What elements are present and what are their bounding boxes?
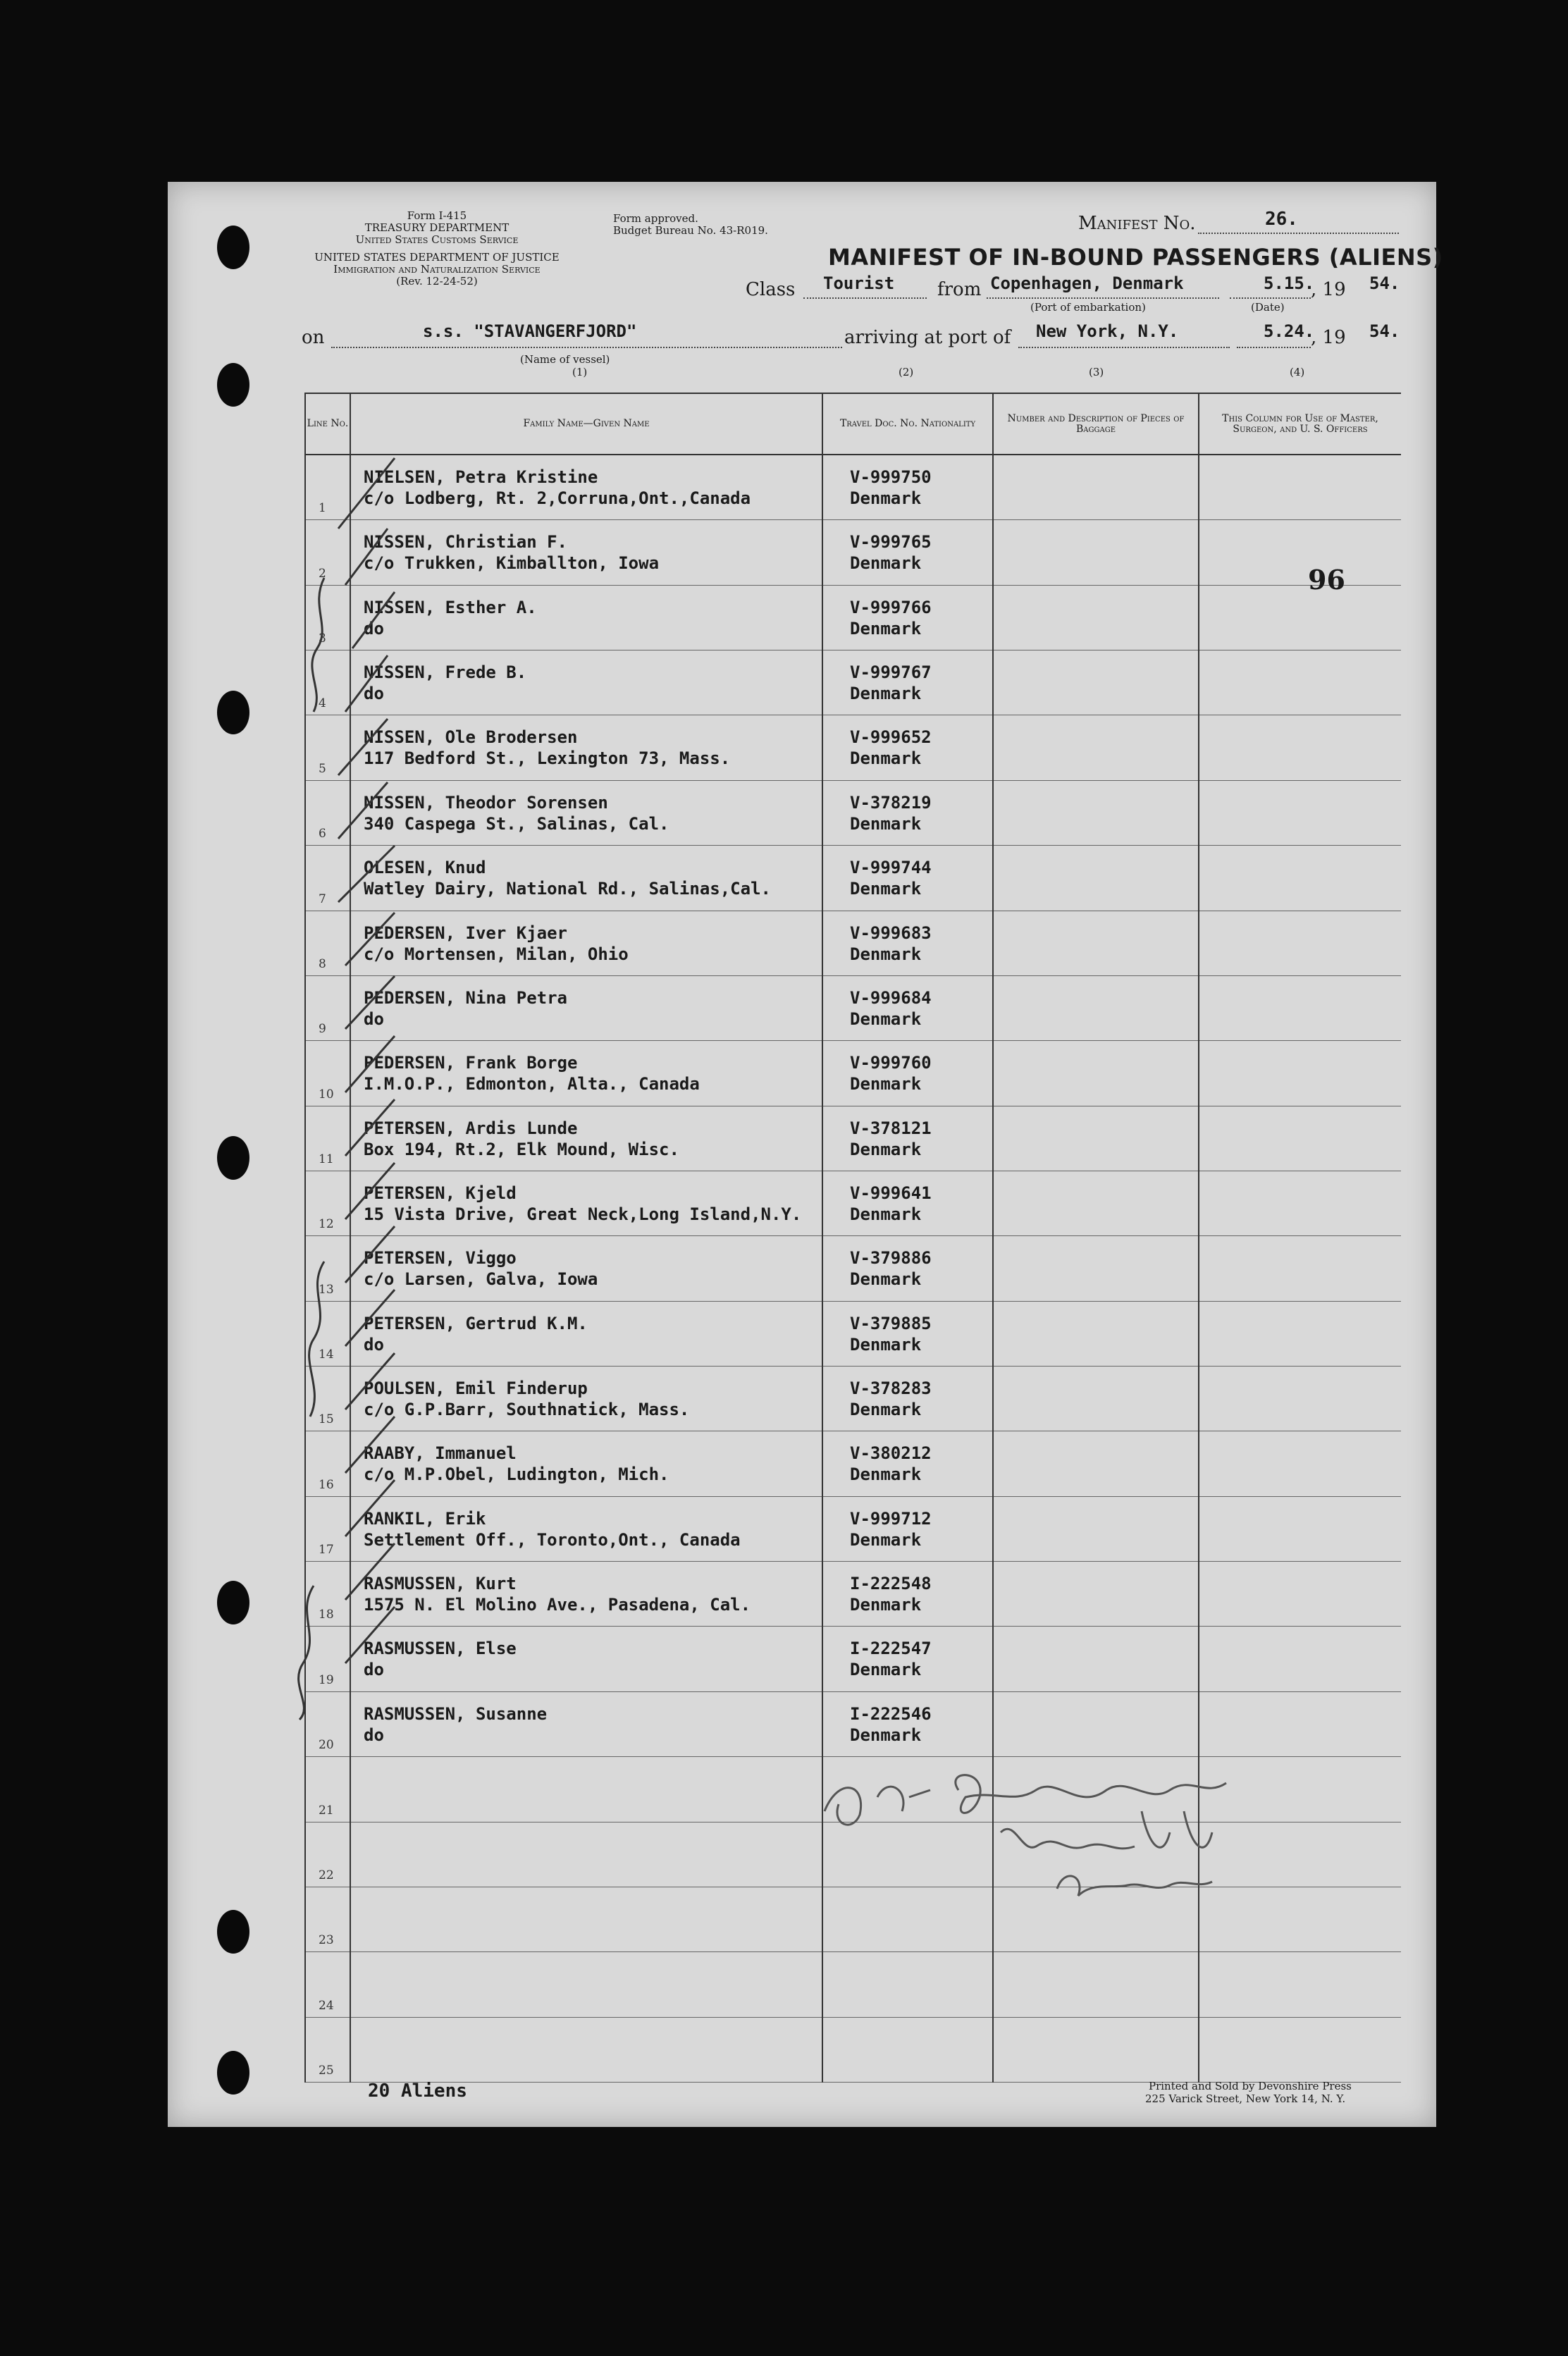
passenger-name: RAABY, Immanuel bbox=[364, 1443, 517, 1464]
line-number: 2 bbox=[319, 566, 326, 581]
arriving-label: arriving at port of bbox=[844, 327, 1011, 348]
col-header-doc: Travel Doc. No. Nationality bbox=[822, 393, 993, 455]
passenger-address: c/o Trukken, Kimballton, Iowa bbox=[364, 553, 660, 574]
passenger-address: c/o M.P.Obel, Ludington, Mich. bbox=[364, 1464, 669, 1485]
passenger-address: do bbox=[364, 1334, 384, 1355]
travel-doc-no: I-222546 bbox=[850, 1703, 932, 1724]
date-caption: (Date) bbox=[1251, 301, 1285, 314]
nationality: Denmark bbox=[850, 684, 922, 704]
page-title: MANIFEST OF IN-BOUND PASSENGERS (ALIENS) bbox=[828, 244, 1443, 271]
officer-cell bbox=[1199, 1952, 1401, 2017]
line-number: 6 bbox=[319, 827, 326, 841]
travel-doc-no: V-999765 bbox=[850, 532, 932, 553]
line-number: 25 bbox=[319, 2064, 334, 2078]
passenger-address: Watley Dairy, National Rd., Salinas,Cal. bbox=[364, 879, 771, 899]
handwritten-marks bbox=[233, 395, 1290, 1948]
passenger-name: NISSEN, Frede B. bbox=[364, 662, 527, 683]
travel-doc-no: I-222548 bbox=[850, 1574, 932, 1594]
table-row bbox=[305, 1952, 1401, 2017]
passenger-name: NISSEN, Ole Brodersen bbox=[364, 727, 578, 748]
travel-doc-no: V-999744 bbox=[850, 858, 932, 878]
passenger-address: do bbox=[364, 684, 384, 704]
col3-caption: (3) bbox=[1089, 366, 1104, 378]
passenger-name: NIELSEN, Petra Kristine bbox=[364, 467, 598, 487]
manifest-no-label: Manifest No. bbox=[1078, 213, 1196, 234]
ins-service: Immigration and Naturalization Service bbox=[333, 263, 541, 276]
from-label: from bbox=[937, 279, 982, 300]
travel-doc-no: V-378219 bbox=[850, 792, 932, 813]
table-row bbox=[305, 2017, 1401, 2082]
passenger-name: NISSEN, Esther A. bbox=[364, 597, 537, 617]
officer-annotation: 96 bbox=[1308, 564, 1345, 596]
col-header-line: Line No. bbox=[305, 393, 350, 455]
travel-doc-no: V-999712 bbox=[850, 1508, 932, 1529]
arrival-year-prefix: , 19 bbox=[1311, 327, 1346, 348]
arrival-year: 54. bbox=[1369, 321, 1400, 341]
justice-dept: UNITED STATES DEPARTMENT OF JUSTICE bbox=[314, 251, 560, 264]
nationality: Denmark bbox=[850, 944, 922, 964]
line-number: 14 bbox=[319, 1347, 334, 1362]
line-number: 19 bbox=[319, 1672, 334, 1687]
line-number: 21 bbox=[319, 1803, 334, 1818]
binder-hole bbox=[217, 2051, 249, 2095]
line-number: 13 bbox=[319, 1282, 334, 1297]
name-cell bbox=[350, 1952, 822, 2017]
nationality: Denmark bbox=[850, 1334, 922, 1355]
nationality: Denmark bbox=[850, 1464, 922, 1485]
travel-doc-no: V-999766 bbox=[850, 597, 932, 617]
treasury-dept: TREASURY DEPARTMENT bbox=[364, 221, 510, 234]
class-value: Tourist bbox=[823, 273, 895, 293]
form-id: Form I-415 bbox=[407, 209, 467, 222]
nationality: Denmark bbox=[850, 1529, 922, 1550]
passenger-name: NISSEN, Theodor Sorensen bbox=[364, 792, 608, 813]
arrival-date: 5.24. bbox=[1264, 321, 1315, 341]
nationality: Denmark bbox=[850, 1595, 922, 1615]
travel-doc-no: V-999683 bbox=[850, 923, 932, 943]
passenger-address: 15 Vista Drive, Great Neck,Long Island,N.Y. bbox=[364, 1204, 802, 1224]
nationality: Denmark bbox=[850, 748, 922, 769]
on-label: on bbox=[302, 327, 325, 348]
travel-doc-no: V-379886 bbox=[850, 1248, 932, 1269]
passenger-address: 340 Caspega St., Salinas, Cal. bbox=[364, 813, 669, 834]
travel-doc-no: V-380212 bbox=[850, 1443, 932, 1464]
embarkation-caption: (Port of embarkation) bbox=[1030, 301, 1146, 314]
officer-cell bbox=[1199, 2017, 1401, 2082]
arrival-port: New York, N.Y. bbox=[1036, 321, 1179, 341]
budget-bureau: Budget Bureau No. 43-R019. bbox=[613, 224, 768, 237]
col1-caption: (1) bbox=[572, 366, 588, 378]
vessel-caption: (Name of vessel) bbox=[520, 353, 610, 366]
line-number-cell bbox=[305, 2017, 350, 2082]
passenger-address: do bbox=[364, 1660, 384, 1680]
travel-doc-no: V-999684 bbox=[850, 987, 932, 1008]
passenger-address: Settlement Off., Toronto,Ont., Canada bbox=[364, 1529, 741, 1550]
line-number: 1 bbox=[319, 501, 326, 516]
total-aliens: 20 Aliens bbox=[368, 2080, 467, 2102]
nationality: Denmark bbox=[850, 488, 922, 508]
line-number-cell bbox=[305, 1952, 350, 2017]
passenger-name: RASMUSSEN, Susanne bbox=[364, 1703, 548, 1724]
passenger-address: c/o Lodberg, Rt. 2,Corruna,Ont.,Canada bbox=[364, 488, 751, 508]
nationality: Denmark bbox=[850, 1269, 922, 1290]
class-label: Class bbox=[746, 279, 796, 300]
col2-caption: (2) bbox=[899, 366, 914, 378]
passenger-address: 1575 N. El Molino Ave., Pasadena, Cal. bbox=[364, 1595, 751, 1615]
line-number: 12 bbox=[319, 1217, 334, 1232]
passenger-address: 117 Bedford St., Lexington 73, Mass. bbox=[364, 748, 731, 769]
line-number: 17 bbox=[319, 1543, 334, 1558]
travel-doc-no: V-999750 bbox=[850, 467, 932, 487]
line-number: 7 bbox=[319, 892, 326, 906]
baggage-cell bbox=[993, 1952, 1199, 2017]
officer-signature bbox=[810, 1748, 1290, 1931]
travel-doc-no: V-999767 bbox=[850, 662, 932, 683]
line-number: 3 bbox=[319, 631, 326, 646]
passenger-address: c/o Mortensen, Milan, Ohio bbox=[364, 944, 629, 964]
nationality: Denmark bbox=[850, 1725, 922, 1745]
col-header-name: Family Name—Given Name bbox=[350, 393, 822, 455]
doc-cell bbox=[822, 1952, 993, 2017]
passenger-name: PEDERSEN, Nina Petra bbox=[364, 987, 567, 1008]
passenger-name: PETERSEN, Kjeld bbox=[364, 1183, 517, 1203]
line-number: 9 bbox=[319, 1022, 326, 1037]
embarkation-date: 5.15. bbox=[1264, 273, 1315, 293]
passenger-address: c/o Larsen, Galva, Iowa bbox=[364, 1269, 598, 1290]
col4-caption: (4) bbox=[1290, 366, 1305, 378]
travel-doc-no: V-378121 bbox=[850, 1118, 932, 1138]
nationality: Denmark bbox=[850, 1009, 922, 1029]
form-header-block bbox=[296, 210, 578, 288]
line-number: 8 bbox=[319, 956, 326, 971]
nationality: Denmark bbox=[850, 1660, 922, 1680]
nationality: Denmark bbox=[850, 553, 922, 574]
printer-line-1: Printed and Sold by Devonshire Press bbox=[1149, 2080, 1352, 2092]
line-number: 16 bbox=[319, 1477, 334, 1492]
nationality: Denmark bbox=[850, 618, 922, 639]
travel-doc-no: V-999760 bbox=[850, 1053, 932, 1073]
col-header-baggage: Number and Description of Pieces of Baggage bbox=[993, 393, 1199, 455]
vessel-name: s.s. "STAVANGERFJORD" bbox=[423, 321, 637, 341]
line-number: 24 bbox=[319, 1998, 334, 2013]
name-cell bbox=[350, 2017, 822, 2082]
embarkation-year: 54. bbox=[1369, 273, 1400, 293]
line-number: 18 bbox=[319, 1608, 334, 1622]
passenger-name: NISSEN, Christian F. bbox=[364, 532, 567, 553]
line-number: 20 bbox=[319, 1738, 334, 1753]
customs-service: United States Customs Service bbox=[355, 233, 519, 246]
passenger-name: PETERSEN, Ardis Lunde bbox=[364, 1118, 578, 1138]
printer-line-2: 225 Varick Street, New York 14, N. Y. bbox=[1145, 2092, 1346, 2105]
passenger-name: PETERSEN, Viggo bbox=[364, 1248, 517, 1269]
line-number: 11 bbox=[319, 1152, 334, 1166]
manifest-no: 26. bbox=[1265, 209, 1298, 230]
passenger-name: OLESEN, Knud bbox=[364, 858, 486, 878]
passenger-name: RASMUSSEN, Else bbox=[364, 1639, 517, 1659]
embarkation-port: Copenhagen, Denmark bbox=[990, 273, 1184, 293]
passenger-name: RANKIL, Erik bbox=[364, 1508, 486, 1529]
line-number: 10 bbox=[319, 1087, 334, 1102]
passenger-name: RASMUSSEN, Kurt bbox=[364, 1574, 517, 1594]
binder-hole bbox=[217, 226, 249, 269]
approval-block bbox=[613, 213, 768, 237]
line-number: 5 bbox=[319, 761, 326, 776]
passenger-address: do bbox=[364, 1009, 384, 1029]
passenger-name: PETERSEN, Gertrud K.M. bbox=[364, 1313, 588, 1333]
passenger-address: do bbox=[364, 618, 384, 639]
revision: (Rev. 12-24-52) bbox=[396, 275, 478, 288]
nationality: Denmark bbox=[850, 1204, 922, 1224]
nationality: Denmark bbox=[850, 1074, 922, 1094]
travel-doc-no: V-999652 bbox=[850, 727, 932, 748]
nationality: Denmark bbox=[850, 813, 922, 834]
passenger-address: Box 194, Rt.2, Elk Mound, Wisc. bbox=[364, 1139, 679, 1159]
line-number: 22 bbox=[319, 1868, 334, 1882]
line-number: 15 bbox=[319, 1412, 334, 1427]
embarkation-year-prefix: , 19 bbox=[1311, 279, 1346, 300]
col-header-officers: This Column for Use of Master, Surgeon, and U. S. Officers bbox=[1199, 393, 1401, 455]
form-approved: Form approved. bbox=[613, 212, 698, 225]
travel-doc-no: V-999641 bbox=[850, 1183, 932, 1203]
passenger-address: I.M.O.P., Edmonton, Alta., Canada bbox=[364, 1074, 700, 1094]
nationality: Denmark bbox=[850, 879, 922, 899]
passenger-name: POULSEN, Emil Finderup bbox=[364, 1379, 588, 1399]
nationality: Denmark bbox=[850, 1400, 922, 1420]
passenger-address: do bbox=[364, 1725, 384, 1745]
passenger-address: c/o G.P.Barr, Southnatick, Mass. bbox=[364, 1400, 690, 1420]
nationality: Denmark bbox=[850, 1139, 922, 1159]
travel-doc-no: V-378283 bbox=[850, 1379, 932, 1399]
passenger-name: PEDERSEN, Frank Borge bbox=[364, 1053, 578, 1073]
line-number: 4 bbox=[319, 696, 326, 711]
travel-doc-no: V-379885 bbox=[850, 1313, 932, 1333]
baggage-cell bbox=[993, 2017, 1199, 2082]
line-number: 23 bbox=[319, 1933, 334, 1948]
travel-doc-no: I-222547 bbox=[850, 1639, 932, 1659]
passenger-name: PEDERSEN, Iver Kjaer bbox=[364, 923, 567, 943]
doc-cell bbox=[822, 2017, 993, 2082]
